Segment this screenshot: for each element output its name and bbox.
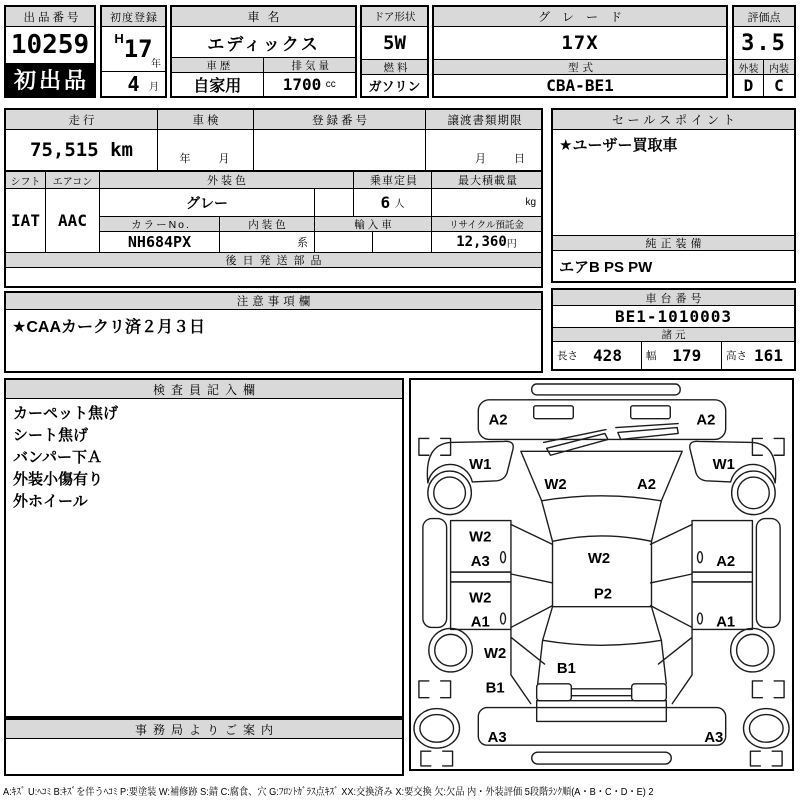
capacity-label: 乗車定員: [354, 172, 432, 189]
grade-block: [432, 5, 728, 98]
aircon-label: エアコン: [46, 172, 99, 189]
inspector-label: 検査員記入欄: [6, 380, 402, 399]
damage-mark-front-door-right: A2: [716, 554, 736, 571]
first-registration-year: H 17 年: [102, 27, 165, 72]
car-name-label: 車名: [172, 7, 355, 27]
registration-number-value: [254, 130, 426, 170]
notice-text: ★CAAカークリ済２月３日: [12, 319, 206, 336]
damage-mark-roof: W2: [587, 551, 611, 568]
damage-mark-rear-quarter-left-lower: B1: [485, 680, 505, 697]
first-registration-label: 初度登録: [102, 7, 165, 27]
height-cell: [722, 342, 794, 369]
grade-value: 17X: [434, 27, 726, 60]
damage-mark-front-fender-left: W1: [469, 457, 492, 474]
factory-equipment-text: エアB PS PW: [559, 258, 653, 276]
aircon-value: AAC: [58, 211, 87, 230]
width-value: 179: [672, 346, 702, 365]
color-no-value: NH684PX: [100, 232, 220, 252]
exterior-color-value: グレー: [100, 189, 315, 216]
interior-color-label: 内装色: [220, 217, 315, 232]
lot-block: [4, 5, 96, 98]
door-shape-value: 5W: [362, 27, 427, 60]
later-shipped-parts-label: 後日発送部品: [6, 252, 541, 268]
dimensions-label: 諸元: [553, 328, 794, 342]
score-block: [732, 5, 796, 98]
damage-mark-front-bumper-right: A2: [696, 412, 716, 429]
damage-mark-rear-door-left-lower: A1: [470, 614, 490, 631]
office-block: [4, 718, 404, 776]
inspector-note-line: 外ホイール: [13, 493, 88, 510]
registration-number-label: 登録番号: [254, 110, 426, 130]
width-cell: [642, 342, 722, 369]
score-value: 3.5: [734, 27, 794, 60]
transfer-docs-label: 譲渡書類期限: [426, 110, 541, 130]
first-listing-badge: 初出品: [6, 63, 94, 96]
car-diagram-block: [409, 378, 794, 771]
sales-point-block: [551, 108, 796, 283]
year-unit: 年: [151, 59, 161, 70]
damage-mark-front-bumper-left: A2: [488, 412, 508, 429]
height-label: 高さ: [726, 350, 747, 362]
payload-value: [432, 189, 541, 216]
car-outline: [414, 384, 789, 766]
first-registration-block: [100, 5, 167, 98]
inspector-block: [4, 378, 404, 718]
displacement-value: 1700 cc: [282, 75, 336, 94]
damage-mark-rear-bumper-left: A3: [487, 730, 507, 747]
grade-label: グレード: [434, 7, 726, 27]
office-label: 事務局よりご案内: [6, 720, 402, 739]
displacement-label: 排気量: [264, 58, 356, 73]
model-code-value: CBA-BE1: [546, 76, 614, 95]
import-cell-2: [373, 232, 432, 252]
exterior-color-label: 外装色: [100, 172, 354, 189]
factory-equipment-label: 純正装備: [553, 235, 794, 251]
notice-block: [4, 291, 543, 373]
import-cell-1: [315, 232, 373, 252]
damage-mark-front-door-left-lower: A3: [470, 554, 490, 571]
shift-value: IAT: [11, 211, 40, 230]
mileage-value: 75,515 km: [6, 130, 158, 170]
inspector-note-line: 外装小傷有り: [13, 471, 104, 488]
spec-block: [4, 108, 543, 288]
car-name-block: [170, 5, 357, 98]
capacity-unit: 人: [394, 199, 405, 210]
interior-grade-value: C: [774, 76, 784, 95]
inspector-note-line: カーペット焦げ: [13, 405, 119, 422]
transfer-docs-value: 月 日: [475, 153, 527, 165]
notice-label: 注意事項欄: [6, 293, 541, 310]
recycle-fee-label: リサイクル預託金: [432, 217, 541, 232]
fuel-value: ガソリン: [368, 79, 421, 94]
chassis-number-label: 車台番号: [553, 290, 794, 306]
inspector-notes: [6, 399, 402, 716]
chassis-block: [551, 288, 796, 371]
mileage-label: 走行: [6, 110, 158, 130]
width-label: 幅: [646, 350, 657, 362]
chassis-number-value: BE1-1010003: [553, 306, 794, 328]
door-shape-label: ドア形状: [362, 7, 427, 27]
lot-number: 10259: [10, 30, 90, 60]
model-code-label: 型式: [434, 60, 726, 75]
length-cell: [553, 342, 642, 369]
era-letter: H: [114, 31, 124, 46]
inspector-note-line: バンパー下Ａ: [13, 449, 102, 466]
import-label: 輸入車: [315, 217, 432, 232]
height-value: 161: [754, 346, 783, 365]
recycle-fee-value: 12,360 円: [456, 234, 517, 250]
legend-text: A:ｷｽﾞ U:ﾍｺﾐ B:ｷｽﾞを伴うﾍｺﾐ P:要塗装 W:補修跡 S:錆 C:腐食、穴 G:ﾌﾛﾝﾄｶﾞﾗｽ点ｷｽﾞ XX:交換済み X:要交換 欠:欠品 内・外装評価 5段階ﾗﾝｸ順(A・B・C・D・E) 2: [3, 787, 654, 798]
damage-mark-front-door-left-upper: W2: [469, 529, 492, 546]
damage-mark-tailgate-lower: B1: [556, 660, 576, 677]
length-label: 長さ: [557, 350, 578, 362]
interior-color-value: 系: [220, 232, 315, 252]
sales-point-label: セールスポイント: [553, 110, 794, 130]
car-diagram-svg: [411, 380, 792, 769]
car-name: エディックス: [172, 27, 355, 58]
damage-mark-hood-right: A2: [637, 476, 657, 493]
lot-number-label: 出品番号: [6, 7, 94, 27]
later-shipped-parts-value: [6, 268, 541, 286]
interior-grade-label: 内装: [764, 60, 794, 75]
office-text: [6, 739, 402, 774]
damage-mark-rear-bumper-right: A3: [704, 730, 724, 747]
month-unit: 月: [149, 82, 159, 93]
sales-point-text: ★ユーザー買取車: [559, 137, 678, 154]
shift-label: シフト: [6, 172, 45, 189]
fuel-label: 燃料: [362, 60, 427, 75]
exterior-color-extra-cell: [315, 189, 354, 216]
damage-mark-rear-door-left-upper: W2: [469, 590, 492, 607]
damage-mark-rear-door-right: A1: [716, 614, 736, 631]
damage-mark-front-fender-right: W1: [712, 457, 735, 474]
color-no-label: カラーNo.: [100, 217, 220, 232]
displacement-unit: cc: [325, 79, 336, 90]
shaken-label: 車検: [158, 110, 254, 130]
exterior-grade-label: 外装: [734, 60, 763, 75]
payload-unit: kg: [525, 197, 536, 208]
damage-mark-hood-left: W2: [544, 476, 567, 493]
history-value: 自家用: [193, 78, 242, 95]
door-shape-block: [360, 5, 429, 98]
score-label: 評価点: [734, 7, 794, 27]
inspector-note-line: シート焦げ: [13, 427, 89, 444]
first-registration-month: 4 月: [127, 72, 159, 96]
damage-mark-rear-quarter-left-upper: W2: [483, 646, 507, 663]
history-label: 車歴: [172, 58, 263, 73]
recycle-fee-unit: 円: [506, 238, 517, 250]
shaken-value: 年 月: [158, 130, 254, 170]
length-value: 428: [593, 346, 622, 365]
exterior-grade-value: D: [743, 76, 754, 95]
payload-label: 最大積載量: [432, 172, 541, 189]
capacity-value: 6 人: [354, 189, 432, 216]
damage-mark-tailgate-upper: P2: [593, 586, 613, 603]
